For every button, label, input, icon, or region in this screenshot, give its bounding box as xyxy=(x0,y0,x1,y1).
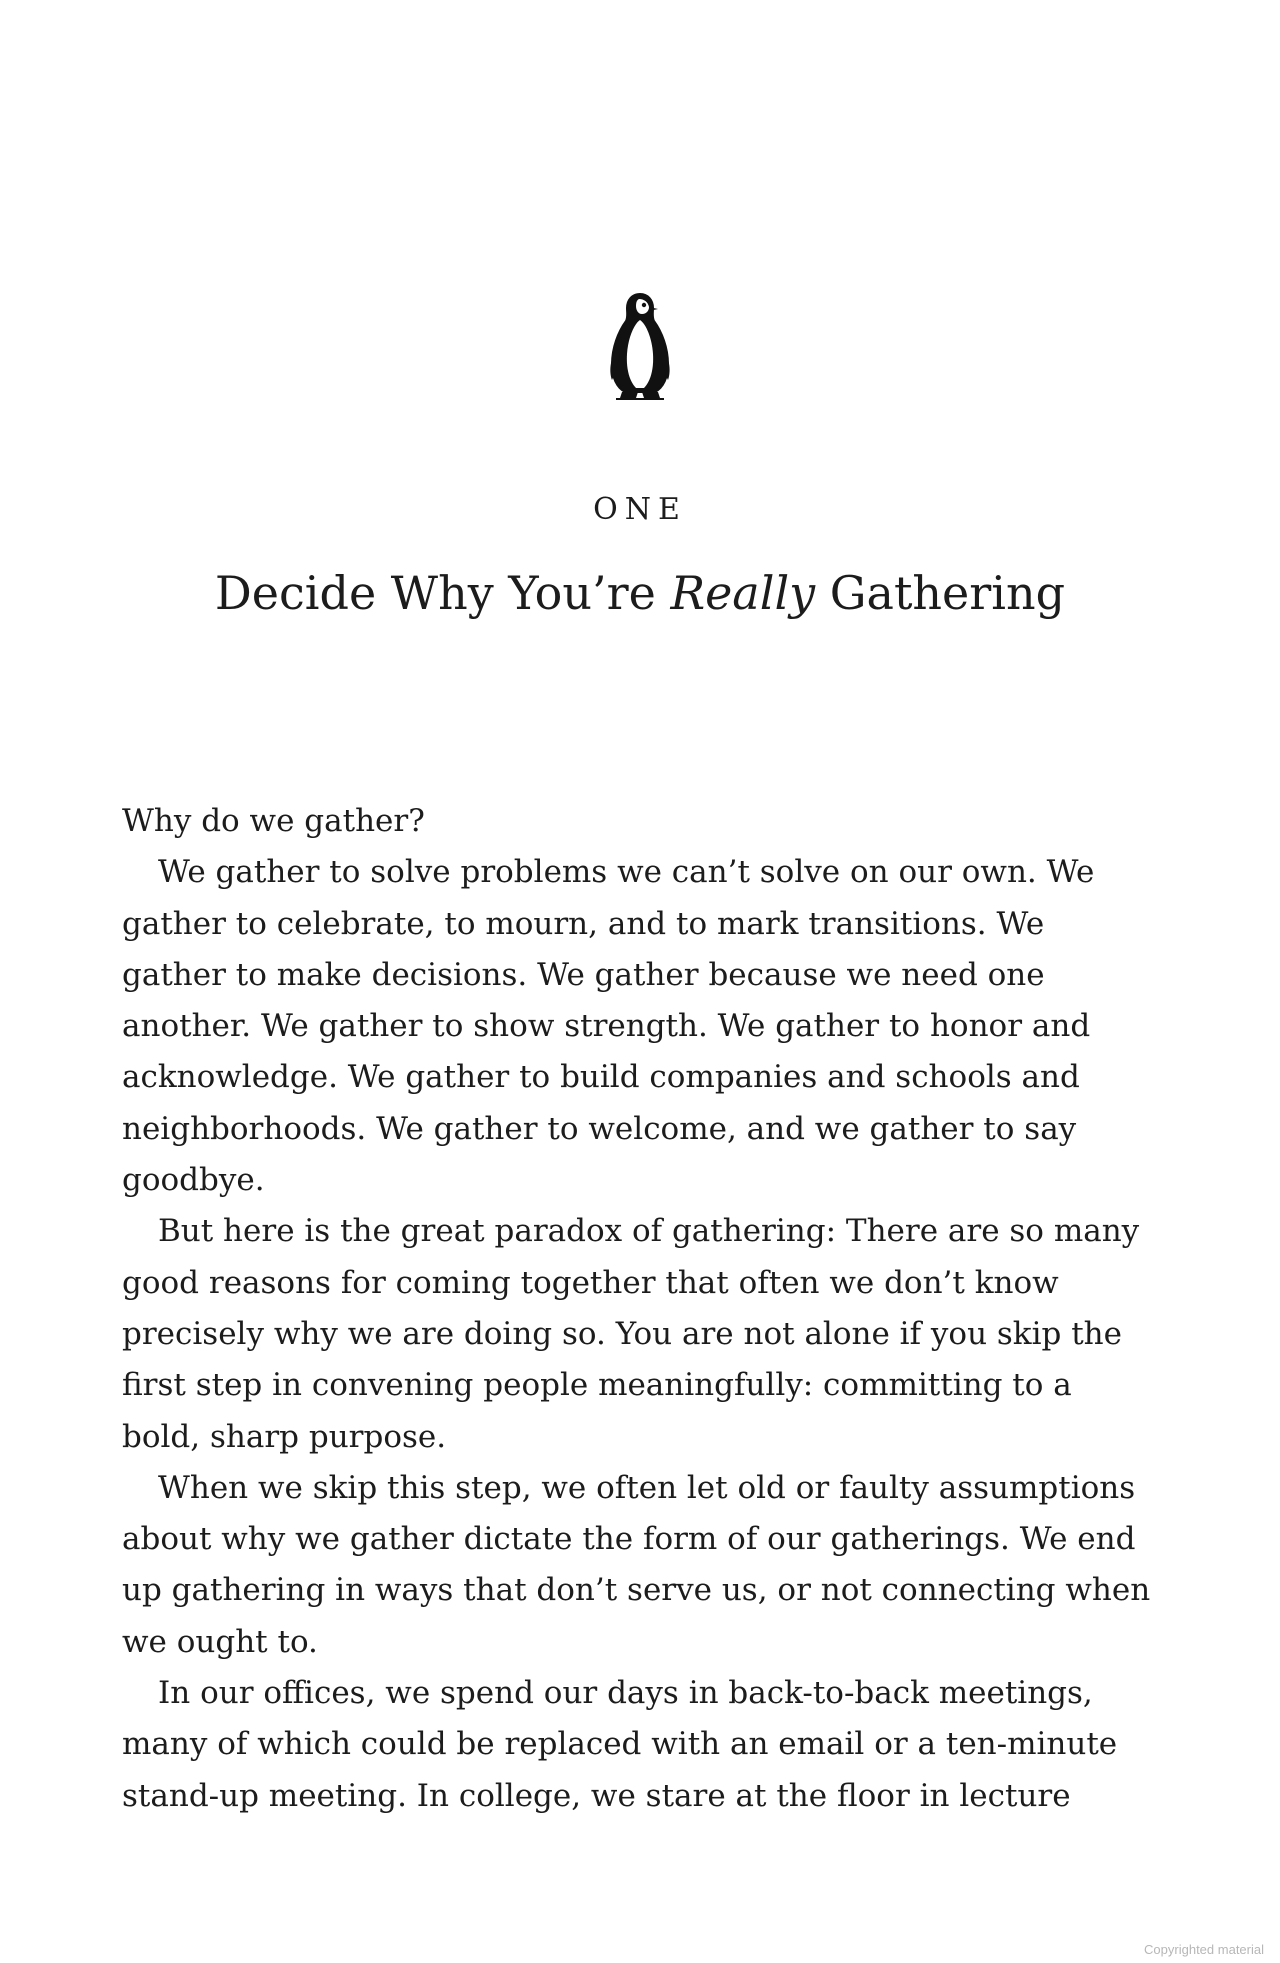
text-line: many of which could be replaced with an email or a ten-minute xyxy=(122,1726,1118,1763)
text-line: We gather to solve problems we can’t solve on our own. We xyxy=(158,854,1095,891)
text-line: In our offices, we spend our days in back-to-back meetings, xyxy=(158,1675,1093,1712)
text-line: bold, sharp purpose. xyxy=(122,1418,447,1455)
text-line: neighborhoods. We gather to welcome, and we gather to say xyxy=(122,1110,1077,1147)
text-line: up gathering in ways that don’t serve us, or not connecting when xyxy=(122,1572,1151,1609)
text-line: first step in convening people meaningfully: committing to a xyxy=(122,1367,1072,1404)
text-line: When we skip this step, we often let old or faulty assumptions xyxy=(158,1469,1136,1506)
text-line: another. We gather to show strength. We gather to honor and xyxy=(122,1008,1091,1045)
copyright-notice: Copyrighted material xyxy=(1144,1942,1264,1957)
text-line: goodbye. xyxy=(122,1162,265,1199)
text-line: precisely why we are doing so. You are not alone if you skip the xyxy=(122,1315,1122,1352)
chapter-title-start: Decide Why You’re xyxy=(214,566,671,620)
chapter-title xyxy=(0,566,1280,620)
text-line: stand-up meeting. In college, we stare at the floor in lecture xyxy=(122,1777,1071,1814)
text-line: Why do we gather? xyxy=(122,803,425,839)
body-text xyxy=(122,796,1182,1822)
text-line: gather to celebrate, to mourn, and to mark transitions. We xyxy=(122,905,1045,942)
penguin-icon xyxy=(598,290,682,402)
chapter-title-end: Gathering xyxy=(815,566,1066,620)
text-line: we ought to. xyxy=(122,1623,318,1660)
text-line: gather to make decisions. We gather because we need one xyxy=(122,956,1045,993)
chapter-title-emphasis: Really xyxy=(670,566,816,620)
text-line: But here is the great paradox of gathering: There are so many xyxy=(158,1213,1140,1250)
text-line: about why we gather dictate the form of our gatherings. We end xyxy=(122,1521,1136,1558)
chapter-number: ONE xyxy=(593,492,687,527)
text-line: good reasons for coming together that often we don’t know xyxy=(122,1264,1059,1301)
text-line: acknowledge. We gather to build companies and schools and xyxy=(122,1059,1080,1096)
